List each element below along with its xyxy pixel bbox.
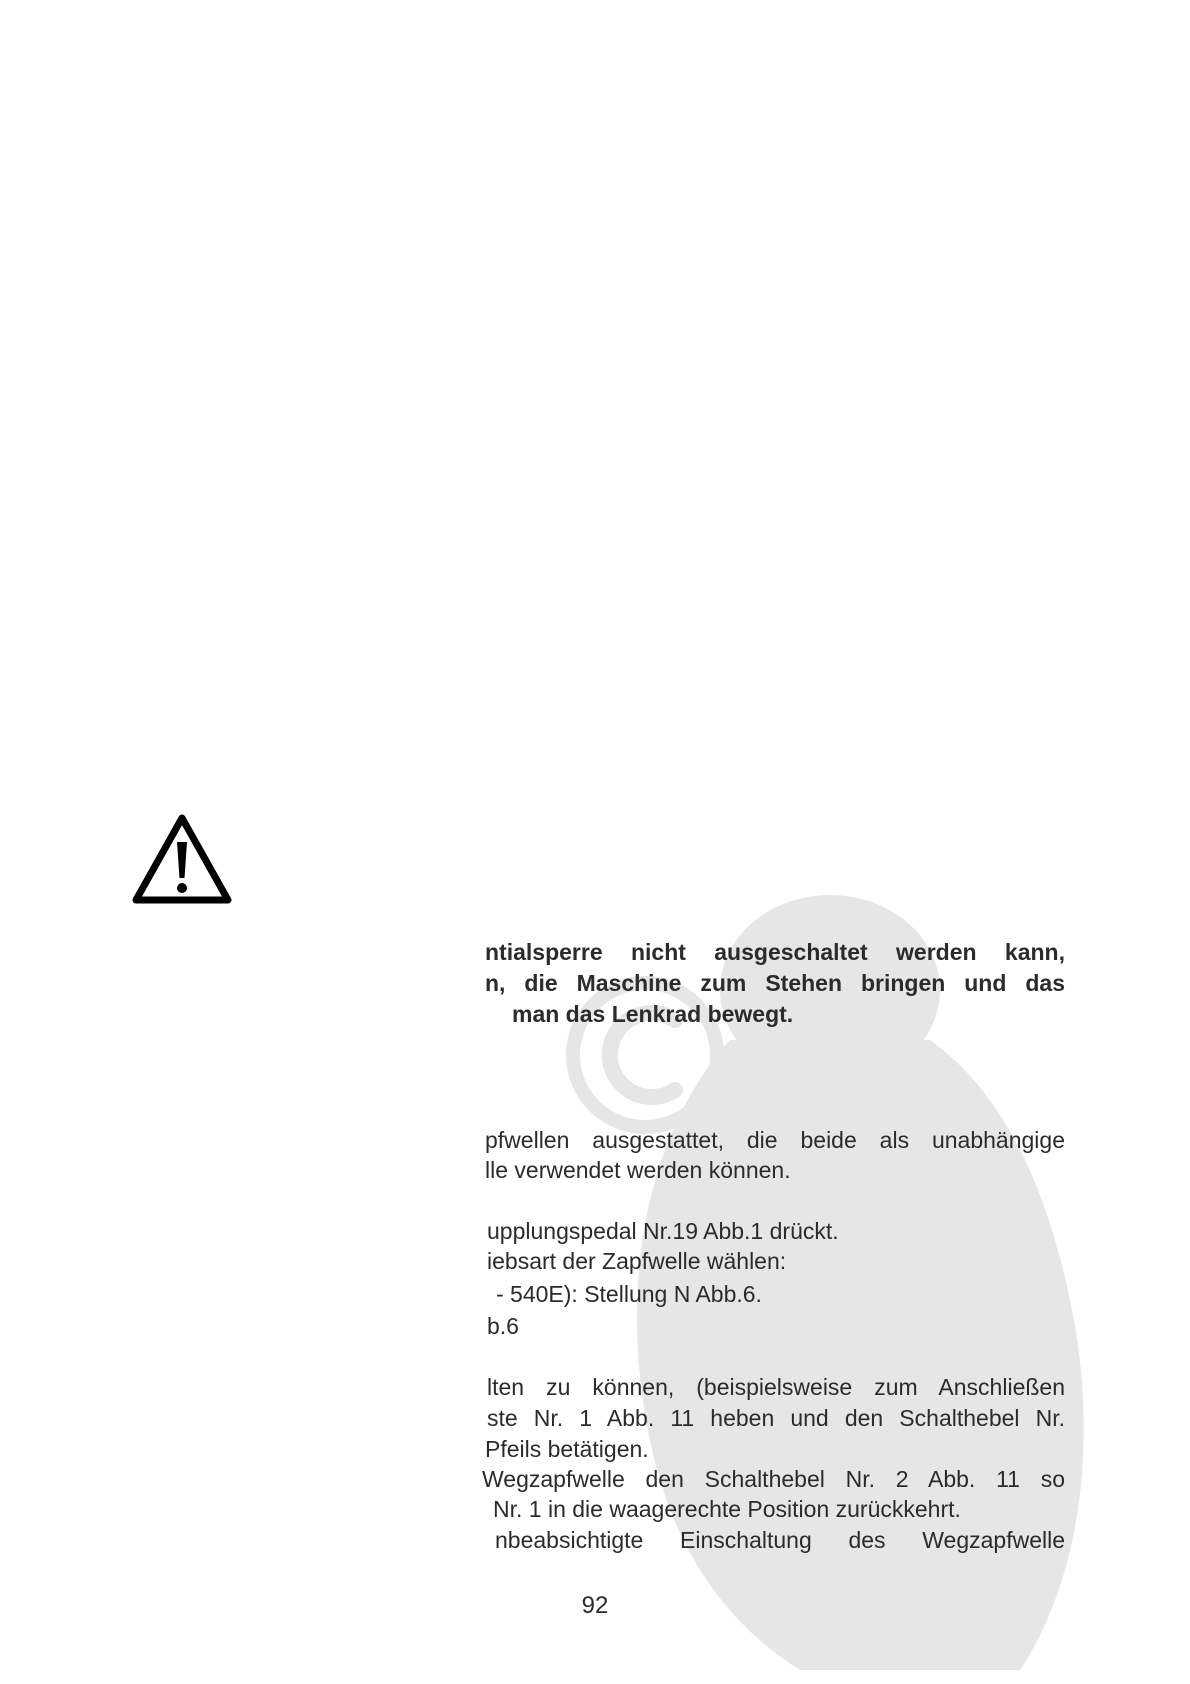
intro-text-line-2: lle verwendet werden können.	[485, 1157, 791, 1183]
step-text-line-2: iebsart der Zapfwelle wählen:	[487, 1248, 787, 1274]
ground-text-line-1: lten zu können, (beispielsweise zum Anschließen	[487, 1374, 1065, 1400]
warning-triangle-icon	[130, 812, 234, 908]
warning-text-line-1: ntialsperre nicht ausgeschaltet werden kann,	[485, 939, 1065, 965]
step-text-line-4: b.6	[487, 1313, 519, 1339]
intro-text-line-1: pfwellen ausgestattet, die beide als unabhängige	[485, 1127, 1065, 1153]
ground-text-line-2: ste Nr. 1 Abb. 11 heben und den Schalthebel Nr.	[487, 1405, 1065, 1431]
step-text-line-3: - 540E): Stellung N Abb.6.	[496, 1281, 762, 1307]
step-text-line-1: upplungspedal Nr.19 Abb.1 drückt.	[487, 1218, 839, 1244]
ground-text-line-6: nbeabsichtigte Einschaltung des Wegzapfwelle	[495, 1527, 1065, 1553]
page-number: 92	[581, 1592, 609, 1619]
ground-text-line-5: Nr. 1 in die waagerechte Position zurückkehrt.	[493, 1496, 961, 1522]
warning-text-line-3: man das Lenkrad bewegt.	[512, 1001, 794, 1027]
ground-text-line-3: Pfeils betätigen.	[485, 1436, 649, 1462]
warning-text-line-2: n, die Maschine zum Stehen bringen und das	[485, 970, 1065, 996]
ground-text-line-4: Wegzapfwelle den Schalthebel Nr. 2 Abb. 11 so	[482, 1466, 1065, 1492]
